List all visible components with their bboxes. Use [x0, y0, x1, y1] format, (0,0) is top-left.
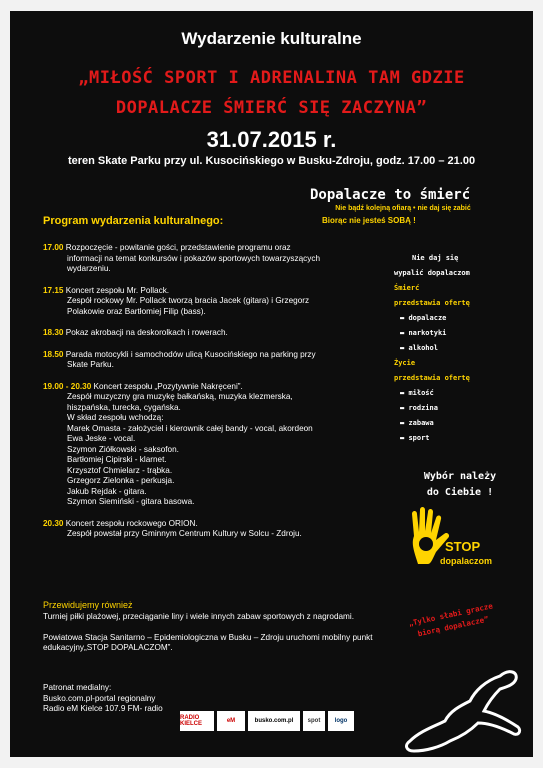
- program-detail-line: Krzysztof Chmielarz - trąbka.: [67, 465, 173, 475]
- event-venue: teren Skate Parku przy ul. Kusocińskiego w Busku-Zdroju, godz. 17.00 – 21.00: [67, 155, 476, 167]
- patronage-line-2: Radio eM Kielce 107.9 FM- radio: [43, 704, 163, 713]
- program-description: Parada motocykli i samochodów ulicą Kusocińskiego na parking przy: [63, 349, 316, 359]
- partner-logo: logo: [328, 711, 354, 731]
- life-item: ▬ sport: [400, 434, 430, 442]
- program-description: Koncert zespołu „Pozytywnie Nakręceni”.: [91, 381, 243, 391]
- death-item: ▬ alkohol: [400, 344, 438, 352]
- extra-heading: Przewidujemy również: [43, 600, 133, 610]
- extra-paragraph-2: Powiatowa Stacja Sanitarno – Epidemiologiczna w Busku – Zdroju uruchomi mobilny punkt edukacyjny„STOP DOPALACZOM”.: [43, 632, 373, 652]
- program-detail-line: Zespół muzyczny gra muzykę bałkańską, muzyka klezmerska,: [67, 392, 293, 401]
- program-detail-line: Grzegorz Zielonka - perkusja.: [67, 476, 175, 485]
- extra-paragraph-1: Turniej piłki plażowej, przeciąganie liny i wiele innych zabaw sportowych z nagrodami.: [43, 612, 354, 621]
- death-item: ▬ dopalacze: [400, 314, 447, 322]
- program-entry-first-line: [43, 382, 373, 393]
- program-entry-first-line: [43, 286, 373, 297]
- event-date: 31.07.2015 r.: [206, 127, 337, 152]
- slogan-line-1: „MIŁOŚĆ SPORT I ADRENALINA TAM GDZIE: [78, 68, 465, 88]
- program-detail-line: Marek Omasta - założyciel i kierownik całej bandy - vocal, akordeon: [67, 423, 313, 433]
- body-outline-icon: [390, 651, 530, 757]
- program-time: 18.50: [43, 349, 64, 359]
- program-detail-line: Zespół rockowy Mr. Pollack tworzą bracia Jacek (gitara) i Grzegorz: [67, 296, 310, 305]
- life-item: ▬ miłość: [400, 389, 434, 397]
- choice-line-2: do Ciebie !: [426, 487, 494, 498]
- program-time: 20.30: [43, 518, 64, 528]
- death-heading: Śmierć: [394, 284, 420, 292]
- stop-label: STOP: [445, 539, 481, 554]
- spot-logo: spot: [303, 711, 325, 731]
- slogan: [20, 63, 523, 123]
- program-entry-first-line: [43, 243, 373, 254]
- program-heading: Program wydarzenia kulturalnego:: [43, 215, 224, 227]
- extra-section: [43, 612, 383, 664]
- program-description: Koncert zespołu Mr. Pollack.: [63, 285, 170, 295]
- patronage-heading: Patronat medialny:: [43, 683, 112, 692]
- program-detail-line: Ewa Jeske - vocal.: [67, 434, 136, 443]
- program-detail-line: Jakub Rejdak - gitara.: [67, 486, 147, 496]
- death-item: ▬ narkotyki: [400, 329, 447, 337]
- dopalacze-title: Dopalacze to śmierć: [310, 187, 471, 203]
- choice-line-1: Wybór należy: [423, 471, 497, 482]
- death-offer-label: przedstawia ofertę: [394, 299, 470, 307]
- program-detail-line: hiszpańska, turecka, cygańska.: [67, 402, 181, 412]
- program-description: Pokaz akrobacji na deskorolkach i rowerach.: [63, 328, 228, 337]
- program-list: [43, 243, 373, 551]
- program-description: Koncert zespołu rockowego ORION.: [63, 518, 198, 528]
- media-patronage: [43, 683, 163, 715]
- life-item: ▬ zabawa: [400, 419, 434, 427]
- program-entry-first-line: [43, 519, 373, 530]
- program-detail-line: Bartłomiej Cipirski - klarnet.: [67, 455, 167, 464]
- busko-logo: busko.com.pl: [248, 711, 300, 731]
- program-time: 17.15: [43, 285, 64, 295]
- offer-box: [394, 251, 470, 446]
- program-entry: [43, 519, 373, 540]
- program-entry: [43, 382, 373, 508]
- program-entry: [43, 328, 373, 339]
- patronage-line-1: Busko.com.pl-portal regionalny: [43, 693, 156, 703]
- program-entry-first-line: [43, 350, 373, 361]
- poster: [10, 11, 533, 757]
- program-detail-line: wydarzeniu.: [67, 264, 111, 273]
- life-heading: Życie: [394, 359, 416, 367]
- dopalacze-line-2: Biorąc nie jesteś SOBĄ !: [322, 216, 416, 225]
- slogan-line-2: DOPALACZE ŚMIERĆ SIĘ ZACZYNA”: [115, 98, 428, 118]
- life-item: ▬ rodzina: [400, 404, 438, 412]
- program-detail-line: Zespół powstał przy Gminnym Centrum Kultury w Solcu - Zdroju.: [67, 529, 302, 538]
- dopalacze-line-1: Nie bądź kolejną ofiarą • nie daj się zabić: [335, 205, 471, 212]
- program-detail-line: Szymon Siemiński - gitara basowa.: [67, 497, 195, 506]
- dont-give-in-line-1: Nie daj się: [412, 254, 459, 262]
- program-entry-first-line: [43, 328, 373, 339]
- stop-sub-label: dopalaczom: [440, 556, 493, 566]
- program-time: 19.00 - 20.30: [43, 381, 92, 391]
- program-entry: [43, 243, 373, 275]
- program-detail-line: Szymon Ziółkowski - saksofon.: [67, 444, 179, 454]
- life-offer-label: przedstawia ofertę: [394, 374, 470, 382]
- program-entry: [43, 286, 373, 318]
- slogan-quote: „Tylko słabi gracze biorą dopalacze”: [407, 601, 494, 639]
- program-detail-line: W skład zespołu wchodzą:: [67, 413, 164, 422]
- program-entry: [43, 350, 373, 371]
- program-detail-line: Polakowie oraz Bartłomiej Filip (bass).: [67, 306, 206, 316]
- radio-kielce-logo: RADIO KIELCE: [180, 711, 214, 731]
- em-logo: eM: [217, 711, 245, 731]
- program-description: Rozpoczęcie - powitanie gości, przedstawienie programu oraz: [63, 243, 291, 252]
- sponsor-logos: [180, 711, 354, 731]
- event-title: Wydarzenie kulturalne: [181, 29, 362, 48]
- program-detail-line: Skate Parku.: [67, 360, 114, 369]
- choice-text: [405, 469, 515, 501]
- program-time: 18.30: [43, 328, 64, 337]
- program-detail-line: informacji na temat konkursów i pokazów sportowych towarzyszących: [67, 253, 321, 263]
- program-time: 17.00: [43, 243, 64, 252]
- dont-give-in-line-2: wypalić dopalaczom: [394, 269, 470, 277]
